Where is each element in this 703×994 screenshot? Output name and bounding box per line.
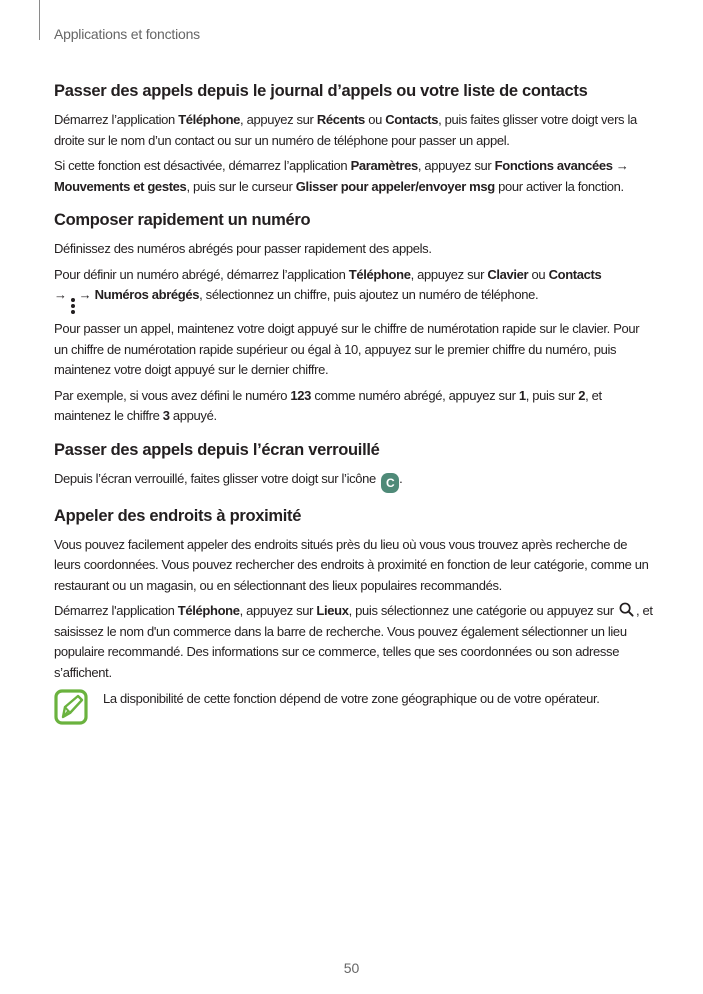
text: Démarrez l’application: [54, 112, 179, 127]
text: , et saisissez le nom d'un commerce dans la barre de recherche. Vous pouvez également sélectionner un lieu populaire recommandé. Des informations sur ce commerce, telles que ses coordonnées ou son adresse s’affichent.: [54, 603, 653, 680]
text: pour activer la fonction.: [494, 178, 624, 194]
paragraph: Définissez des numéros abrégés pour passer rapidement des appels.: [54, 241, 432, 256]
text: Par exemple, si vous avez défini le numéro: [54, 387, 291, 403]
page-number: 50: [343, 960, 360, 976]
text: , appuyez sur: [410, 266, 488, 282]
running-header: Applications et fonctions: [54, 26, 200, 42]
bold-term: Lieux: [316, 603, 349, 619]
note-text: La disponibilité de cette fonction dépend de votre zone géographique ou de votre opérateur.: [103, 691, 600, 707]
section-lock-screen: [54, 441, 654, 493]
bold-term: 123: [290, 387, 312, 403]
paragraph: [54, 110, 654, 151]
note-pencil-icon: [54, 689, 88, 725]
more-options-icon: [71, 298, 75, 314]
bold-term: 1: [518, 387, 526, 403]
text: →: [612, 158, 629, 173]
text: , appuyez sur: [417, 158, 495, 173]
text: , appuyez sur: [239, 603, 317, 619]
bold-term: Contacts: [385, 112, 439, 127]
text: , puis faites glisser votre doigt vers la droite sur le nom d’un contact ou sur un numéro de téléphone pour passer un appel.: [54, 112, 637, 148]
bold-term: 2: [578, 387, 586, 403]
paragraph: [54, 156, 654, 197]
bold-term: Fonctions avancées: [494, 158, 613, 173]
section-heading: Composer rapidement un numéro: [54, 211, 311, 229]
page-content: [54, 82, 654, 739]
text: , puis sur: [525, 387, 579, 403]
text: .: [399, 470, 403, 486]
note-box: [54, 689, 654, 725]
text: ou: [528, 266, 549, 282]
bold-term: Clavier: [487, 266, 529, 282]
text: ou: [364, 112, 386, 127]
section-nearby-places: [54, 507, 654, 726]
search-icon: [619, 602, 634, 617]
text: Pour définir un numéro abrégé, démarrez l’application: [54, 266, 349, 282]
bold-term: Paramètres: [350, 158, 418, 173]
bold-term: Récents: [316, 112, 365, 127]
text: Démarrez l'application: [54, 603, 178, 619]
text: Depuis l’écran verrouillé, faites glisser votre doigt sur l’icône: [54, 470, 380, 486]
section-speed-dial: [54, 211, 654, 427]
text: , appuyez sur: [240, 112, 317, 127]
text: , puis sélectionnez une catégorie ou appuyez sur: [348, 603, 617, 619]
text: →: [54, 287, 67, 302]
text: , et maintenez le chiffre: [54, 387, 602, 423]
paragraph: Vous pouvez facilement appeler des endroits situés près du lieu où vous vous trouvez après recherche de leurs coordonnées. Vous pouvez rechercher des endroits à proximité en fonction de leur catégorie, comme un restaurant ou un magasin, ou en sélectionnant des lieux populaires recommandés.: [54, 536, 649, 593]
paragraph: [54, 601, 654, 683]
paragraph: [54, 265, 654, 315]
text: appuyé.: [169, 408, 217, 423]
paragraph: Pour passer un appel, maintenez votre doigt appuyé sur le chiffre de numérotation rapide sur le clavier. Pour un chiffre de numérotation rapide supérieur ou égal à 10, appuyez sur le premier chiffre du numéro, puis maintenez votre doigt appuyé sur le dernier chiffre.: [54, 321, 640, 377]
bold-term: Numéros abrégés: [94, 287, 200, 302]
phone-app-icon: C: [381, 473, 399, 493]
section-heading: Passer des appels depuis l’écran verrouillé: [54, 440, 380, 459]
bold-term: Téléphone: [348, 266, 411, 282]
bold-term: 3: [162, 408, 170, 423]
text: →: [78, 287, 95, 302]
bold-term: Téléphone: [178, 112, 241, 127]
bold-term: Mouvements et gestes: [54, 178, 187, 194]
text: comme numéro abrégé, appuyez sur: [311, 387, 519, 403]
paragraph: [54, 469, 654, 493]
paragraph: [54, 386, 654, 427]
section-heading: Appeler des endroits à proximité: [54, 506, 302, 525]
bold-term: Contacts: [548, 266, 602, 282]
margin-rule: [39, 0, 40, 40]
section-call-from-log: [54, 82, 654, 197]
text: Si cette fonction est désactivée, démarrez l’application: [54, 158, 351, 173]
text: , puis sur le curseur: [186, 178, 296, 194]
section-heading: Passer des appels depuis le journal d’appels ou votre liste de contacts: [54, 82, 588, 100]
bold-term: Glisser pour appeler/envoyer msg: [295, 178, 495, 194]
text: , sélectionnez un chiffre, puis ajoutez un numéro de téléphone.: [199, 287, 539, 302]
bold-term: Téléphone: [177, 603, 240, 619]
